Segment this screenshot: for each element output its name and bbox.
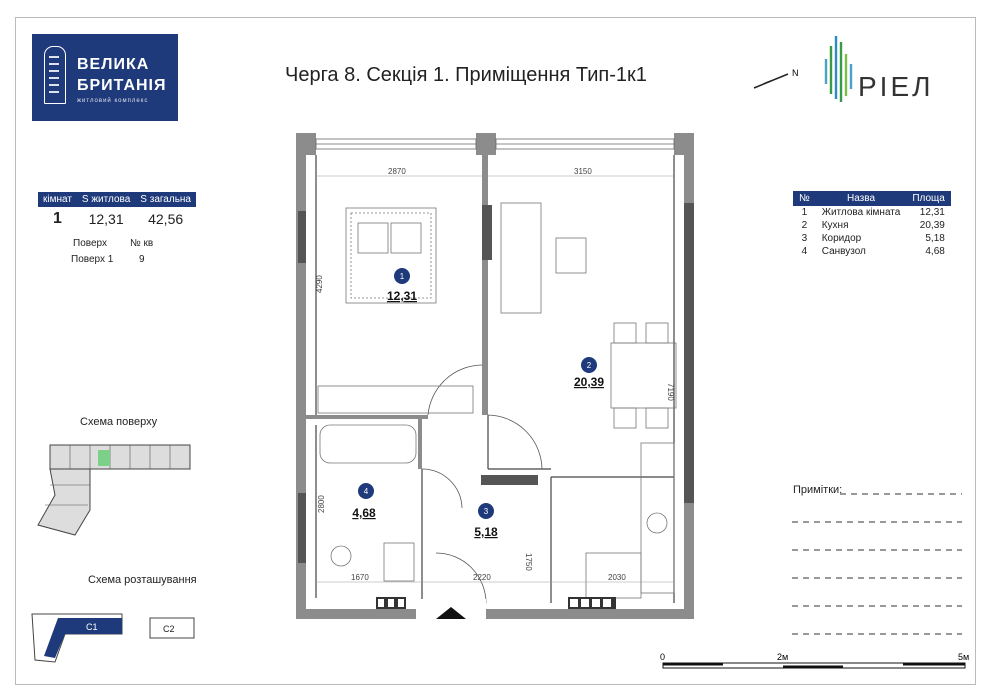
rooms-table [793, 191, 951, 258]
brand-line1: ВЕЛИКА [77, 56, 150, 73]
room-1-badge: 1 [399, 272, 405, 281]
table-row [793, 232, 951, 245]
north-arrow [752, 66, 802, 97]
rooms-header-area: Площа [906, 191, 951, 206]
summary-header-living: S житлова [77, 192, 135, 207]
brand-logo [32, 34, 178, 121]
room-4-area: 4,68 [352, 506, 376, 520]
room-name: Коридор [821, 233, 862, 244]
summary-rooms-value: 1 [53, 210, 62, 227]
floor-scheme-label: Схема поверху [80, 416, 158, 428]
room-area: 12,31 [919, 207, 945, 218]
room-3-badge: 3 [483, 507, 489, 516]
rooms-header-num: № [793, 191, 816, 206]
phone-booth-icon [44, 46, 66, 104]
page-title: Черга 8. Секція 1. Приміщення Тип-1к1 [285, 64, 647, 86]
table-row [793, 245, 951, 258]
room-3-area: 5,18 [474, 525, 498, 539]
table-row [793, 206, 951, 219]
table-row [793, 219, 951, 232]
dim-4290: 4290 [315, 275, 324, 293]
dim-3150: 3150 [574, 167, 592, 176]
dim-2220: 2220 [473, 573, 491, 582]
dim-1670: 1670 [351, 573, 369, 582]
floor-label: Поверх [73, 238, 107, 249]
room-name: Санвузол [821, 246, 866, 257]
apt-label: № кв [130, 238, 154, 249]
apt-value: 9 [139, 254, 145, 265]
room-area: 5,18 [925, 233, 945, 244]
rooms-header-name: Назва [816, 191, 907, 206]
room-num: 4 [801, 246, 808, 257]
room-2-area: 20,39 [573, 375, 605, 389]
apartment-highlight [98, 450, 110, 466]
developer-logo-icon [820, 34, 860, 114]
room-num: 1 [801, 207, 808, 218]
notes-lines [792, 492, 972, 642]
room-2-badge: 2 [586, 361, 592, 370]
notes-label: Примітки: [793, 484, 843, 496]
summary-living-value: 12,31 [88, 211, 124, 227]
room-num: 3 [801, 233, 808, 244]
summary-total-value: 42,56 [148, 211, 184, 227]
dim-1750: 1750 [524, 553, 533, 571]
c1-label: C1 [86, 622, 98, 632]
scale-bar [660, 652, 976, 672]
developer-logo [820, 34, 934, 119]
developer-name: РІЕЛ [858, 71, 934, 102]
notes-area [793, 484, 842, 496]
room-num: 2 [801, 220, 808, 231]
floor-value: Поверх 1 [71, 254, 114, 265]
c2-label: C2 [163, 624, 175, 634]
dim-2030: 2030 [608, 573, 626, 582]
dim-2870: 2870 [388, 167, 406, 176]
summary-header-total: S загальна [135, 192, 196, 207]
north-label: N [792, 68, 799, 78]
brand-line2: БРИТАНІЯ [77, 77, 167, 94]
north-arrow-icon [752, 66, 802, 92]
dim-2800: 2800 [317, 495, 326, 513]
scale-0: 0 [660, 652, 666, 662]
location-scheme [30, 612, 200, 668]
floor-scheme [30, 440, 195, 545]
room-name: Житлова кімната [821, 207, 901, 218]
summary-header-rooms: кімнат [38, 192, 77, 207]
room-4-badge: 4 [363, 487, 369, 496]
dim-7190: 7190 [666, 383, 675, 401]
location-scheme-label: Схема розташування [88, 574, 197, 586]
summary-table [38, 192, 196, 231]
room-area: 20,39 [919, 220, 945, 231]
scale-2m: 2м [777, 652, 789, 662]
floor-plan [296, 133, 694, 621]
room-area: 4,68 [925, 246, 945, 257]
brand-tagline: житловий комплекс [77, 98, 149, 104]
scale-5m: 5м [958, 652, 970, 662]
room-name: Кухня [821, 220, 849, 231]
room-1-area: 12,31 [386, 289, 418, 303]
